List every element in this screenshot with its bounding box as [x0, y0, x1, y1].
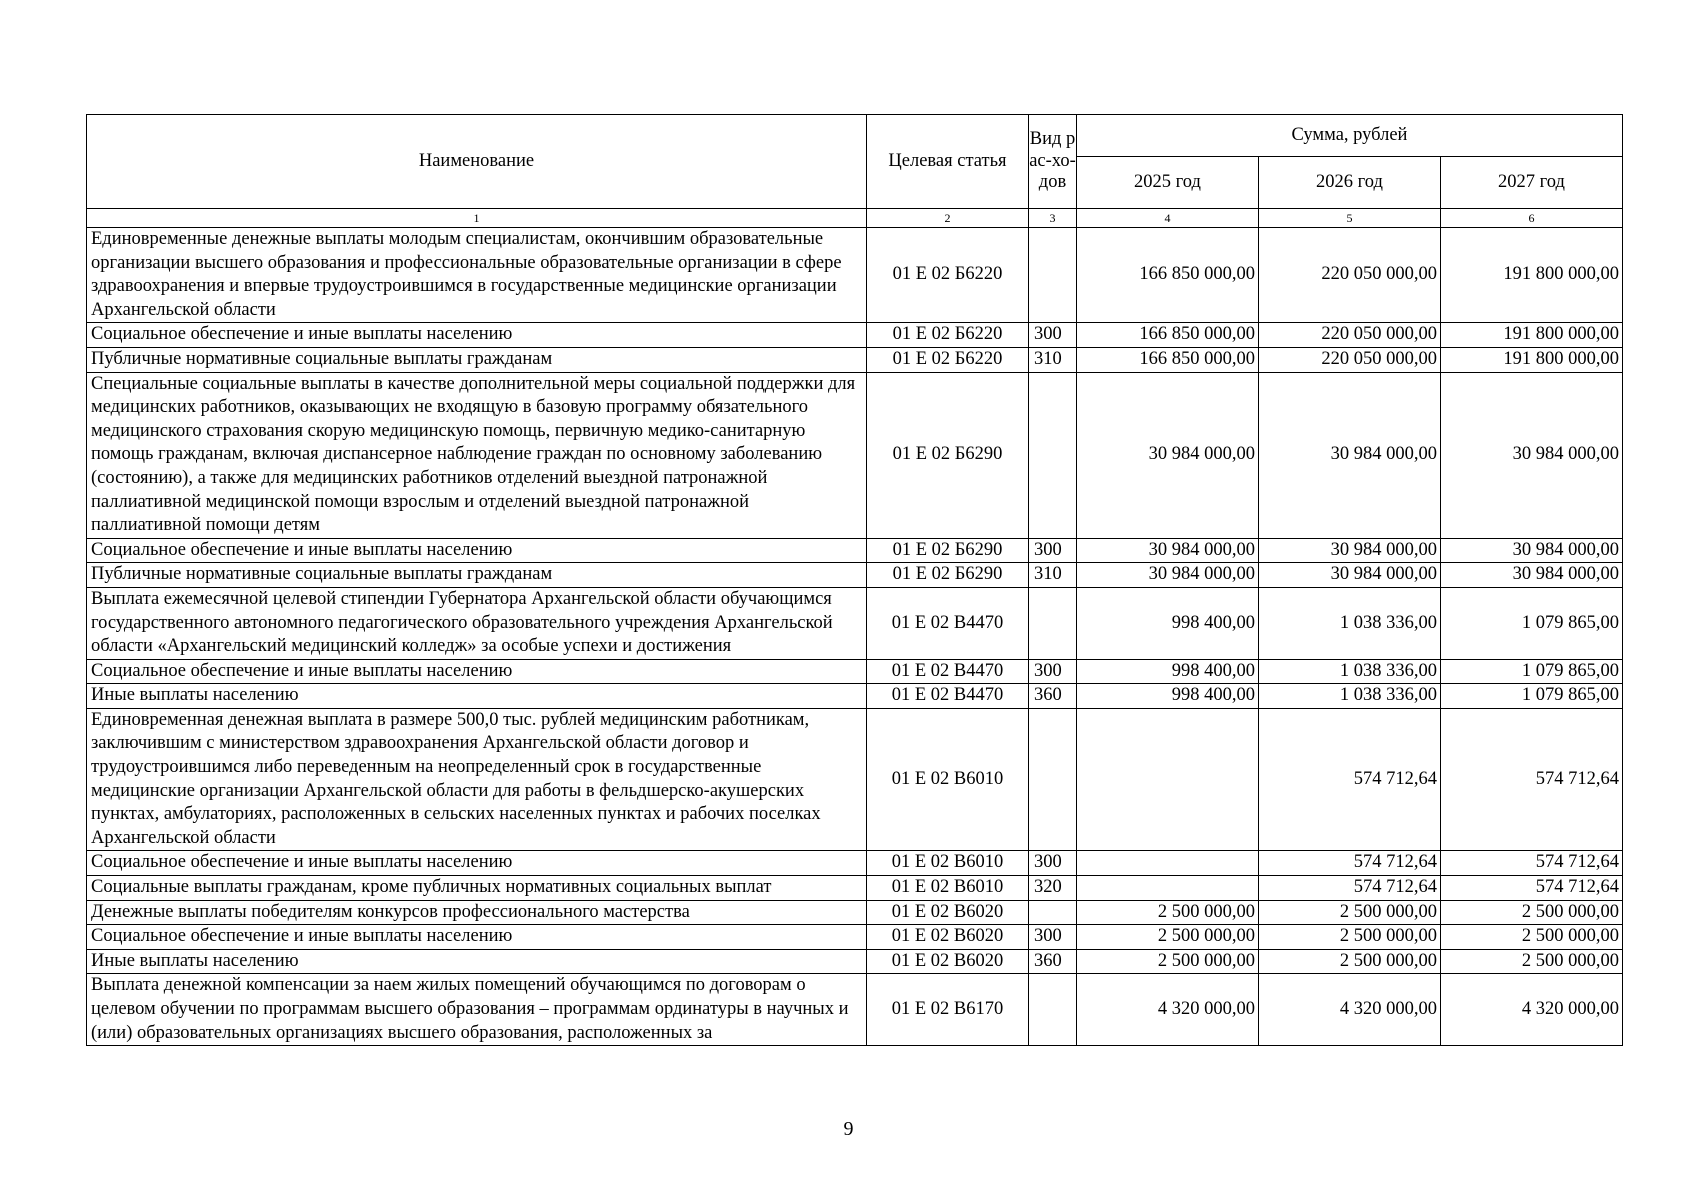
row-amount-2026: 1 038 336,00 [1259, 684, 1441, 709]
row-code: 01 Е 02 Б6290 [867, 538, 1029, 563]
col-number: 2 [867, 209, 1029, 228]
row-amount-2025: 30 984 000,00 [1077, 563, 1259, 588]
table-row [87, 372, 1623, 538]
row-amount-2026: 574 712,64 [1259, 851, 1441, 876]
row-code: 01 Е 02 Б6290 [867, 563, 1029, 588]
row-kind [1029, 587, 1077, 659]
row-code: 01 Е 02 В4470 [867, 684, 1029, 709]
row-code: 01 Е 02 В4470 [867, 587, 1029, 659]
row-kind: 360 [1029, 684, 1077, 709]
row-amount-2026: 220 050 000,00 [1259, 323, 1441, 348]
table-row [87, 587, 1623, 659]
row-amount-2027: 191 800 000,00 [1441, 228, 1623, 323]
row-amount-2025: 30 984 000,00 [1077, 538, 1259, 563]
row-amount-2025: 30 984 000,00 [1077, 372, 1259, 538]
budget-table [86, 114, 1623, 1046]
row-name: Социальное обеспечение и иные выплаты населению [87, 323, 867, 348]
row-name: Единовременная денежная выплата в размере 500,0 тыс. рублей медицинским работникам, заключившим с министерством здравоохранения Архангельской области договор и трудоустроившимся либо переведенным на неопределенный срок в государственные медицинские организации Архангельской области для работы в фельдшерско-акушерских пунктах, амбулаториях, расположенных в сельских населенных пунктах и рабочих поселках Архангельской области [87, 708, 867, 851]
row-code: 01 Е 02 Б6290 [867, 372, 1029, 538]
row-code: 01 Е 02 В6020 [867, 900, 1029, 925]
row-amount-2025 [1077, 876, 1259, 901]
row-name: Специальные социальные выплаты в качестве дополнительной меры социальной поддержки для медицинских работников, оказывающих не входящую в базовую программу обязательного медицинского страхования скорую медицинскую помощь, первичную медико-санитарную помощь гражданам, включая диспансерное наблюдение граждан по основному заболеванию (состоянию), а также для медицинских работников отделений выездной патронажной паллиативной медицинской помощи взрослым и отделений выездной патронажной паллиативной помощи детям [87, 372, 867, 538]
row-kind: 300 [1029, 851, 1077, 876]
header-year-2026: 2026 год [1259, 157, 1441, 209]
row-amount-2025: 998 400,00 [1077, 684, 1259, 709]
row-amount-2026: 574 712,64 [1259, 708, 1441, 851]
row-code: 01 Е 02 В6170 [867, 974, 1029, 1046]
col-number: 6 [1441, 209, 1623, 228]
table-row [87, 538, 1623, 563]
row-amount-2025: 998 400,00 [1077, 659, 1259, 684]
row-kind: 310 [1029, 347, 1077, 372]
row-amount-2026: 4 320 000,00 [1259, 974, 1441, 1046]
header-target-article: Целевая статья [867, 115, 1029, 209]
row-amount-2025: 166 850 000,00 [1077, 323, 1259, 348]
table-row [87, 347, 1623, 372]
row-amount-2027: 574 712,64 [1441, 876, 1623, 901]
row-amount-2025 [1077, 708, 1259, 851]
row-amount-2026: 220 050 000,00 [1259, 228, 1441, 323]
row-amount-2026: 30 984 000,00 [1259, 563, 1441, 588]
row-amount-2027: 1 079 865,00 [1441, 587, 1623, 659]
row-code: 01 Е 02 В6010 [867, 851, 1029, 876]
row-code: 01 Е 02 В6010 [867, 708, 1029, 851]
column-numbers-row [87, 209, 1623, 228]
header-name: Наименование [87, 115, 867, 209]
col-number: 3 [1029, 209, 1077, 228]
table-row [87, 900, 1623, 925]
row-code: 01 Е 02 В4470 [867, 659, 1029, 684]
table-row [87, 563, 1623, 588]
row-amount-2027: 574 712,64 [1441, 851, 1623, 876]
col-number: 5 [1259, 209, 1441, 228]
row-amount-2026: 1 038 336,00 [1259, 659, 1441, 684]
row-amount-2026: 30 984 000,00 [1259, 372, 1441, 538]
row-amount-2025: 166 850 000,00 [1077, 347, 1259, 372]
header-sum: Сумма, рублей [1077, 115, 1623, 157]
row-name: Публичные нормативные социальные выплаты гражданам [87, 347, 867, 372]
row-kind [1029, 708, 1077, 851]
row-amount-2027: 191 800 000,00 [1441, 323, 1623, 348]
row-amount-2027: 4 320 000,00 [1441, 974, 1623, 1046]
row-kind: 320 [1029, 876, 1077, 901]
row-name: Публичные нормативные социальные выплаты гражданам [87, 563, 867, 588]
row-code: 01 Е 02 Б6220 [867, 347, 1029, 372]
row-amount-2025: 2 500 000,00 [1077, 949, 1259, 974]
table-row [87, 684, 1623, 709]
row-name: Социальное обеспечение и иные выплаты населению [87, 851, 867, 876]
table-row [87, 708, 1623, 851]
row-name: Денежные выплаты победителям конкурсов профессионального мастерства [87, 900, 867, 925]
row-code: 01 Е 02 Б6220 [867, 228, 1029, 323]
row-amount-2027: 2 500 000,00 [1441, 949, 1623, 974]
row-amount-2025: 4 320 000,00 [1077, 974, 1259, 1046]
table-row [87, 851, 1623, 876]
row-name: Выплата ежемесячной целевой стипендии Губернатора Архангельской области обучающимся государственного автономного педагогического образовательного учреждения Архангельской области «Архангельский медицинский колледж» за особые успехи и достижения [87, 587, 867, 659]
row-amount-2027: 1 079 865,00 [1441, 659, 1623, 684]
row-name: Социальные выплаты гражданам, кроме публичных нормативных социальных выплат [87, 876, 867, 901]
row-amount-2027: 30 984 000,00 [1441, 563, 1623, 588]
row-amount-2026: 1 038 336,00 [1259, 587, 1441, 659]
header-expense-kind [1029, 115, 1077, 209]
row-name: Иные выплаты населению [87, 949, 867, 974]
row-name: Иные выплаты населению [87, 684, 867, 709]
row-amount-2027: 191 800 000,00 [1441, 347, 1623, 372]
page-number: 9 [843, 1118, 854, 1140]
row-kind [1029, 900, 1077, 925]
header-year-2025: 2025 год [1077, 157, 1259, 209]
row-kind: 300 [1029, 925, 1077, 950]
table-row [87, 949, 1623, 974]
row-name: Социальное обеспечение и иные выплаты населению [87, 538, 867, 563]
row-code: 01 Е 02 Б6220 [867, 323, 1029, 348]
header-year-2027: 2027 год [1441, 157, 1623, 209]
row-amount-2027: 30 984 000,00 [1441, 372, 1623, 538]
row-code: 01 Е 02 В6010 [867, 876, 1029, 901]
row-amount-2026: 2 500 000,00 [1259, 900, 1441, 925]
row-kind: 310 [1029, 563, 1077, 588]
row-name: Единовременные денежные выплаты молодым специалистам, окончившим образовательные организации высшего образования и профессиональные образовательные организации в сфере здравоохранения и впервые трудоустроившимся в государственные медицинские организации Архангельской области [87, 228, 867, 323]
row-amount-2025: 2 500 000,00 [1077, 900, 1259, 925]
row-amount-2027: 2 500 000,00 [1441, 925, 1623, 950]
row-amount-2025: 2 500 000,00 [1077, 925, 1259, 950]
row-code: 01 Е 02 В6020 [867, 949, 1029, 974]
table-row [87, 925, 1623, 950]
row-amount-2027: 1 079 865,00 [1441, 684, 1623, 709]
row-amount-2026: 220 050 000,00 [1259, 347, 1441, 372]
row-name-text: Выплата денежной компенсации за наем жилых помещений обучающимся по договорам о целевом обучении по программам высшего образования – программам ординатуры в научных и (или) образовательных организациях высшего образования, расположенных за [91, 975, 849, 1043]
header-expense-kind-text: Вид рас-хо-дов [1029, 129, 1076, 193]
budget-table-page [86, 114, 1622, 1046]
row-amount-2025 [1077, 851, 1259, 876]
table-body [87, 228, 1623, 1046]
table-row [87, 228, 1623, 323]
row-kind [1029, 228, 1077, 323]
row-kind: 360 [1029, 949, 1077, 974]
row-name: Социальное обеспечение и иные выплаты населению [87, 925, 867, 950]
row-amount-2026: 30 984 000,00 [1259, 538, 1441, 563]
row-amount-2027: 2 500 000,00 [1441, 900, 1623, 925]
row-name: Социальное обеспечение и иные выплаты населению [87, 659, 867, 684]
row-amount-2026: 574 712,64 [1259, 876, 1441, 901]
col-number: 4 [1077, 209, 1259, 228]
col-number: 1 [87, 209, 867, 228]
table-row [87, 323, 1623, 348]
row-amount-2026: 2 500 000,00 [1259, 925, 1441, 950]
row-kind: 300 [1029, 323, 1077, 348]
row-kind [1029, 974, 1077, 1046]
row-amount-2025: 998 400,00 [1077, 587, 1259, 659]
row-amount-2026: 2 500 000,00 [1259, 949, 1441, 974]
table-row [87, 974, 1623, 1046]
row-amount-2025: 166 850 000,00 [1077, 228, 1259, 323]
table-row [87, 659, 1623, 684]
row-code: 01 Е 02 В6020 [867, 925, 1029, 950]
row-kind: 300 [1029, 659, 1077, 684]
row-name [87, 974, 867, 1046]
row-amount-2027: 30 984 000,00 [1441, 538, 1623, 563]
table-row [87, 876, 1623, 901]
row-kind [1029, 372, 1077, 538]
row-amount-2027: 574 712,64 [1441, 708, 1623, 851]
row-kind: 300 [1029, 538, 1077, 563]
